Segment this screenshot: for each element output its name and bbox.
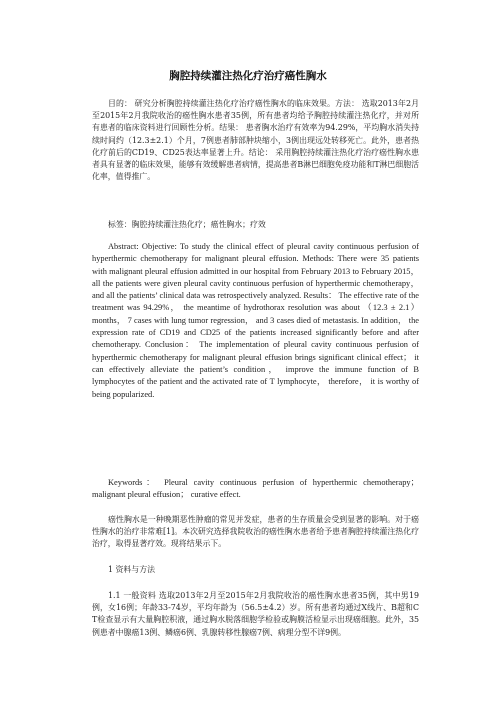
section-1-1-paragraph: 1.1 一般资料 选取2013年2月至2015年2月我院收治的癌性胸水患者35例，其中男19例，女16例；年龄33-74岁，平均年龄为（56.5±4.2）岁。所有患者均通过X线片、B超和CT检查显示有大量胸腔积液，通过胸水脱落细胞学检验或胸膜活检显示出现癌细胞。此外，35例患者中腺癌13例、鳞癌6例、乳腺转移性腺癌7例、病理分型不详9例。 xyxy=(92,591,419,637)
section-heading: 1 资料与方法 xyxy=(108,565,155,574)
keywords-english: Keywords： Pleural cavity continuous perfusion of hyperthermic chemotherapy； malignant pleural effusion； curative effect. xyxy=(92,478,419,500)
abstract-chinese: 目的： 研究分析胸腔持续灌注热化疗治疗癌性胸水的临床效果。方法： 选取2013年2月至2015年2月我院收治的癌性胸水患者35例，所有患者均给予胸腔持续灌注热化疗，并对所有患者的临床资料进行回顾性分析。结果： 患者胸水治疗有效率为94.29%，平均胸水消失持续时间约（12.3±2.1）个月，7例患者肺部肿块缩小，3例出现远处转移死亡。此外，患者热化疗前后的CD19、CD25表达率显著上升。结论： 采用胸腔持续灌注热化疗治疗癌性胸水患者具有显著的临床效果，能够有效缓解患者病情，提高患者B淋巴细胞免疫功能和T淋巴细胞活化率，值得推广。 xyxy=(92,99,419,182)
paper-title: 胸腔持续灌注热化疗治疗癌性胸水 xyxy=(169,70,327,82)
abstract-english: Abstract: Objective: To study the clinical effect of pleural cavity continuous perfusion of hyperthermic chemotherapy for malignant pleural effusion. Methods: There were 35 patients with malignant pleural effusion admitted in our hospital from February 2013 to February 2015， all the patients were given pleural cavity continuous perfusion of hyperthermic chemotherapy， and all the patients’ clinical data was retrospectively analyzed. Results： The effective rate of the treatment was 94.29%， the meantime of hydrothorax resolution was about （12.3 ± 2.1） months， 7 cases with lung tumor regression， and 3 cases died of metastasis. In addition， the expression rate of CD19 and CD25 of the patients increased significantly before and after chemotherapy. Conclusion： The implementation of pleural cavity continuous perfusion of hyperthermic chemotherapy for malignant pleural effusion brings significant clinical effect； it can effectively alleviate the patient’s condition， improve the immune function of B lymphocytes of the patient and the activated rate of T lymphocyte， therefore， it is worthy of being popularized. xyxy=(92,242,419,399)
keywords-chinese: 标签：胸腔持续灌注热化疗；癌性胸水；疗效 xyxy=(108,220,266,229)
introduction-paragraph: 癌性胸水是一种晚期恶性肿瘤的常见并发症，患者的生存质量会受到显著的影响。对于癌性胸水的治疗非常难[1]。本次研究选择我院收治的癌性胸水患者给予患者胸腔持续灌注热化疗治疗，取得显著疗效。现将结果示下。 xyxy=(92,515,419,549)
